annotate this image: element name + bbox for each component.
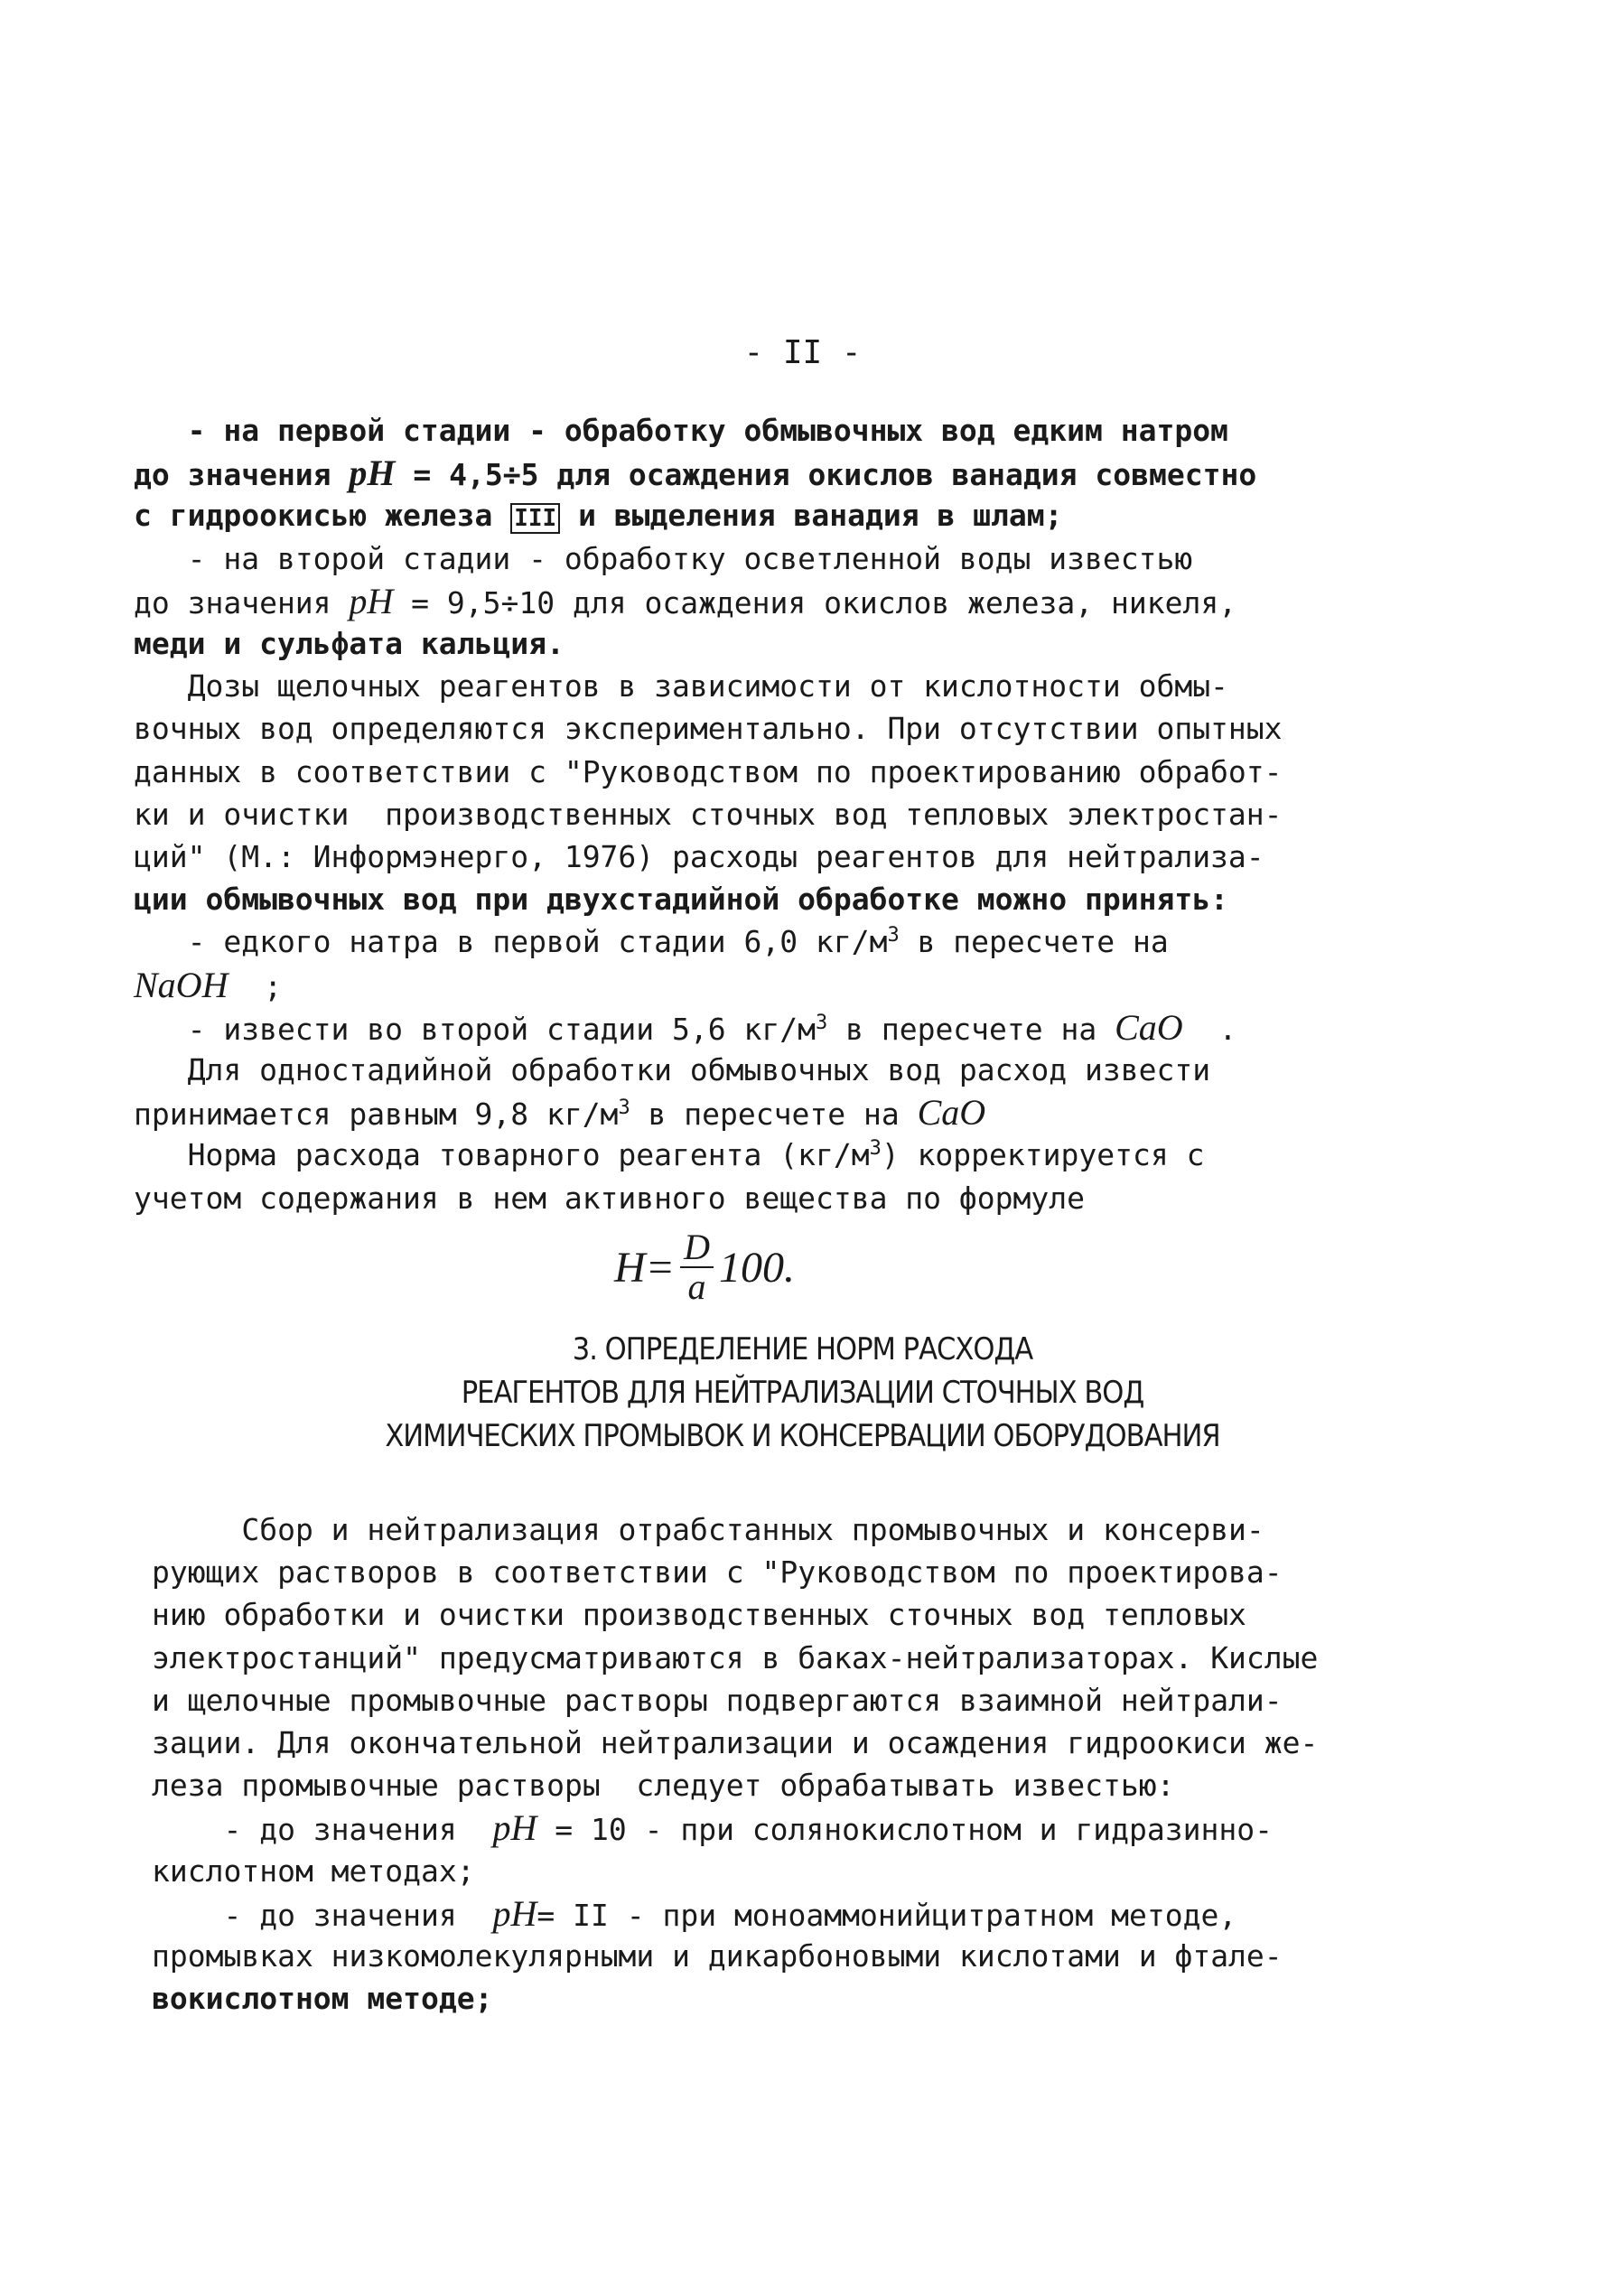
superscript: 3 <box>869 1137 882 1161</box>
text-line <box>134 837 1264 877</box>
text-line <box>152 1681 1283 1721</box>
page-number: - II - <box>743 334 862 371</box>
text-line <box>152 1808 1273 1850</box>
line-text: - на первой стадии - обработку обмывочных вод едким натром <box>134 413 1228 448</box>
formula-equals: = <box>645 1243 676 1292</box>
math-symbol: NaOH <box>134 964 229 1005</box>
line-text: ; <box>228 968 283 1004</box>
line-text: - едкого натра в первой стадии 6,0 кг/м <box>134 924 888 960</box>
section-heading-line-3: ХИМИЧЕСКИХ ПРОМЫВОК И КОНСЕРВАЦИИ ОБОРУДОВАНИЯ <box>385 1418 1220 1454</box>
formula-numerator: D <box>680 1228 714 1268</box>
line-text: в пересчете на <box>630 1097 918 1133</box>
text-line <box>152 1553 1283 1592</box>
line-text: вочных вод определяются экспериментально. При отсутствии опытных <box>134 711 1283 747</box>
math-symbol: pH <box>349 580 394 621</box>
line-text: зации. Для окончательной нейтрализации и осаждения гидроокиси же- <box>152 1725 1319 1760</box>
text-line <box>152 1510 1264 1550</box>
text-line <box>152 1979 493 2019</box>
line-text: принимается равным 9,8 кг/м <box>134 1097 619 1133</box>
text-line <box>134 752 1283 792</box>
line-text: ций" (М.: Информэнерго, 1976) расходы реагентов для нейтрализа- <box>134 839 1264 874</box>
line-text: в пересчете на <box>899 924 1169 960</box>
text-line <box>134 1008 1236 1050</box>
line-text: и щелочные промывочные растворы подвергаются взаимной нейтрали- <box>152 1682 1283 1718</box>
superscript: 3 <box>887 924 900 947</box>
math-symbol: pH <box>492 1807 537 1849</box>
text-line <box>152 1638 1318 1678</box>
text-line <box>134 1050 1210 1090</box>
text-line <box>134 880 1228 919</box>
text-line <box>134 667 1228 706</box>
formula-denominator: a <box>687 1266 706 1307</box>
line-text: - до значения <box>152 1897 493 1933</box>
line-text: нию обработки и очистки производственных сточных вод тепловых <box>152 1597 1246 1633</box>
math-symbol: CaO <box>1115 1006 1183 1048</box>
text-line <box>152 1595 1246 1635</box>
formula <box>614 1228 795 1306</box>
line-text: леза промывочные растворы следует обрабатывать известью: <box>152 1768 1175 1804</box>
text-line <box>134 624 565 664</box>
text-line <box>134 539 1192 579</box>
line-text: . <box>1182 1011 1237 1047</box>
superscript: 3 <box>815 1011 828 1034</box>
formula-lhs: H <box>614 1243 646 1292</box>
line-text: - до значения <box>152 1812 493 1848</box>
text-line <box>134 1179 1085 1218</box>
text-line <box>152 1937 1283 1976</box>
roman-numeral: III <box>510 503 560 534</box>
text-line <box>134 795 1283 835</box>
line-text: меди и сульфата кальция. <box>134 626 565 661</box>
line-text: ции обмывочных вод при двухстадийной обработке можно принять: <box>134 882 1228 918</box>
text-line <box>134 966 282 1007</box>
line-text: Для одностадийной обработки обмывочных вод расход извести <box>134 1052 1211 1087</box>
text-line <box>152 1766 1174 1806</box>
line-text: до значения <box>134 457 350 493</box>
section-heading-line-2: РЕАГЕНТОВ ДЛЯ НЕЙТРАЛИЗАЦИИ СТОЧНЫХ ВОД <box>461 1375 1144 1411</box>
text-line <box>134 1093 985 1134</box>
line-text: электростанций" предусматриваются в баках-нейтрализаторах. Кислые <box>152 1639 1319 1675</box>
line-text: вокислотном методе; <box>152 1981 493 2017</box>
line-text: Норма расхода товарного реагента (кг/м <box>134 1137 870 1173</box>
text-line <box>152 1723 1318 1763</box>
text-line <box>152 1852 475 1891</box>
line-text: = 10 - при солянокислотном и гидразинно- <box>537 1812 1273 1848</box>
text-line <box>134 496 1063 538</box>
line-text: учетом содержания в нем активного вещества по формуле <box>134 1180 1085 1216</box>
line-text: = 9,5÷10 для осаждения окислов железа, никеля, <box>393 584 1237 621</box>
line-text: с гидроокисью железа <box>134 498 511 534</box>
math-symbol: pH <box>492 1892 537 1934</box>
line-text: до значения <box>134 584 350 621</box>
line-text: и выделения ванадия в шлам; <box>560 498 1063 534</box>
text-line <box>152 1894 1236 1936</box>
line-text: Сбор и нейтрализация отрабстанных промывочных и консерви- <box>152 1512 1264 1547</box>
line-text: Дозы щелочных реагентов в зависимости от кислотности обмы- <box>134 668 1228 705</box>
line-text: = 4,5÷5 для осаждения окислов ванадия совместно <box>395 457 1257 493</box>
section-heading-line-1: 3. ОПРЕДЕЛЕНИЕ НОРМ РАСХОДА <box>572 1331 1033 1367</box>
line-text: кислотном методах; <box>152 1853 475 1889</box>
line-text: в пересчете на <box>827 1011 1115 1047</box>
superscript: 3 <box>618 1097 630 1120</box>
math-symbol: CaO <box>917 1092 986 1134</box>
line-text: рующих растворов в соответствии с "Руководством по проектирова- <box>152 1554 1283 1591</box>
text-line <box>134 709 1283 749</box>
formula-fraction <box>680 1228 714 1306</box>
line-text: данных в соответствии с "Руководством по проектированию обработ- <box>134 753 1283 789</box>
line-text: - извести во второй стадии 5,6 кг/м <box>134 1011 816 1047</box>
line-text: = II - при моноаммонийцитратном методе, <box>537 1897 1237 1933</box>
text-line <box>134 582 1236 623</box>
formula-factor: 100. <box>718 1243 795 1292</box>
line-text: промывках низкомолекулярными и дикарбоновыми кислотами и фтале- <box>152 1938 1283 1974</box>
line-text: - на второй стадии - обработку осветленной воды известью <box>134 540 1193 576</box>
math-symbol: pH <box>349 453 396 494</box>
text-line <box>134 1135 1204 1175</box>
text-line <box>134 922 1169 962</box>
line-text: ки и очистки производственных сточных вод тепловых электростан- <box>134 796 1283 832</box>
line-text: ) корректируется с <box>881 1137 1205 1173</box>
text-line <box>134 411 1228 451</box>
text-line <box>134 453 1256 495</box>
